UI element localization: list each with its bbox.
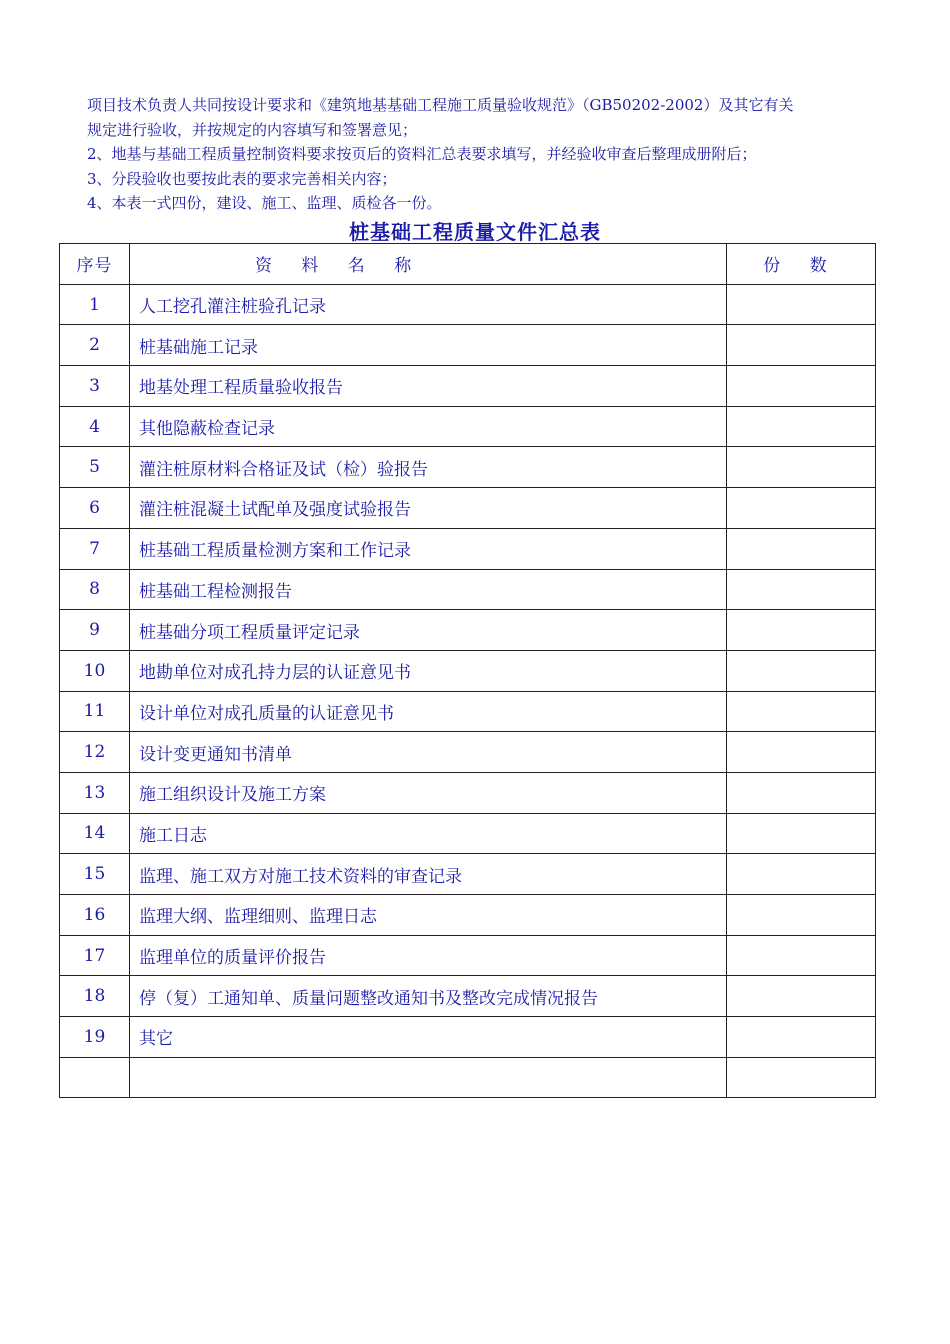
row-serial-number: 12 [60, 732, 130, 773]
table-row [60, 406, 876, 447]
row-copies [727, 325, 876, 366]
row-document-name: 地基处理工程质量验收报告 [130, 366, 727, 407]
row-copies [727, 366, 876, 407]
table-row [60, 854, 876, 895]
row-serial-number: 3 [60, 366, 130, 407]
table-header-row [60, 244, 876, 285]
table-row [60, 691, 876, 732]
table-row [60, 935, 876, 976]
table-row [60, 366, 876, 407]
note-line: 规定进行验收，并按规定的内容填写和签署意见； [87, 120, 418, 139]
header-document-name-label: 资 料 名 称 [255, 256, 424, 277]
document-title: 桩基础工程质量文件汇总表 [349, 220, 601, 244]
row-copies [727, 610, 876, 651]
row-serial-number: 14 [60, 813, 130, 854]
row-document-name: 停（复）工通知单、质量问题整改通知书及整改完成情况报告 [130, 976, 727, 1017]
table-row [60, 325, 876, 366]
row-serial-number: 9 [60, 610, 130, 651]
table-row [60, 813, 876, 854]
row-document-name: 人工挖孔灌注桩验孔记录 [130, 284, 727, 325]
row-copies [727, 528, 876, 569]
row-serial-number: 6 [60, 488, 130, 529]
document-summary-table [59, 243, 876, 1098]
row-document-name: 桩基础分项工程质量评定记录 [130, 610, 727, 651]
table-row [60, 1017, 876, 1058]
row-copies [727, 691, 876, 732]
row-copies [727, 406, 876, 447]
row-serial-number: 18 [60, 976, 130, 1017]
row-serial-number: 10 [60, 650, 130, 691]
row-copies [727, 284, 876, 325]
row-copies [727, 772, 876, 813]
row-document-name: 设计变更通知书清单 [130, 732, 727, 773]
table-row [60, 488, 876, 529]
table-row [60, 895, 876, 936]
row-copies [727, 732, 876, 773]
row-copies [727, 935, 876, 976]
row-serial-number: 7 [60, 528, 130, 569]
row-document-name [130, 1057, 727, 1098]
note-line: 4、本表一式四份，建设、施工、监理、质检各一份。 [87, 194, 442, 212]
row-serial-number: 15 [60, 854, 130, 895]
row-copies [727, 976, 876, 1017]
instruction-notes [87, 93, 877, 216]
row-serial-number: 13 [60, 772, 130, 813]
table-row [60, 976, 876, 1017]
row-serial-number: 5 [60, 447, 130, 488]
table-row [60, 732, 876, 773]
row-copies [727, 854, 876, 895]
row-document-name: 监理单位的质量评价报告 [130, 935, 727, 976]
table-body [60, 284, 876, 1098]
table-row [60, 528, 876, 569]
row-serial-number: 17 [60, 935, 130, 976]
row-copies [727, 569, 876, 610]
row-document-name: 其它 [130, 1017, 727, 1058]
table-row [60, 284, 876, 325]
table-row [60, 569, 876, 610]
row-document-name: 监理、施工双方对施工技术资料的审查记录 [130, 854, 727, 895]
row-serial-number: 4 [60, 406, 130, 447]
row-document-name: 桩基础工程检测报告 [130, 569, 727, 610]
row-document-name: 灌注桩混凝土试配单及强度试验报告 [130, 488, 727, 529]
header-document-name [130, 244, 727, 285]
table-row [60, 610, 876, 651]
table-row [60, 772, 876, 813]
row-copies [727, 488, 876, 529]
row-serial-number: 16 [60, 895, 130, 936]
row-document-name: 地勘单位对成孔持力层的认证意见书 [130, 650, 727, 691]
row-serial-number: 2 [60, 325, 130, 366]
table-row [60, 1057, 876, 1098]
row-copies [727, 650, 876, 691]
row-document-name: 监理大纲、监理细则、监理日志 [130, 895, 727, 936]
row-document-name: 其他隐蔽检查记录 [130, 406, 727, 447]
row-serial-number: 8 [60, 569, 130, 610]
row-document-name: 桩基础施工记录 [130, 325, 727, 366]
note-line: 2、地基与基础工程质量控制资料要求按页后的资料汇总表要求填写，并经验收审查后整理成册附后； [87, 145, 757, 163]
header-copies [727, 244, 876, 285]
table-row [60, 447, 876, 488]
row-copies [727, 447, 876, 488]
row-copies [727, 1017, 876, 1058]
row-serial-number: 11 [60, 691, 130, 732]
row-document-name: 施工组织设计及施工方案 [130, 772, 727, 813]
row-document-name: 灌注桩原材料合格证及试（检）验报告 [130, 447, 727, 488]
row-document-name: 施工日志 [130, 813, 727, 854]
row-copies [727, 813, 876, 854]
note-line: 3、分段验收也要按此表的要求完善相关内容； [87, 169, 397, 188]
row-serial-number [60, 1057, 130, 1098]
header-copies-label: 份 数 [763, 256, 839, 277]
row-copies [727, 895, 876, 936]
row-copies [727, 1057, 876, 1098]
header-serial-number: 序号 [60, 244, 130, 285]
table-row [60, 650, 876, 691]
row-serial-number: 19 [60, 1017, 130, 1058]
row-document-name: 设计单位对成孔质量的认证意见书 [130, 691, 727, 732]
note-line: 项目技术负责人共同按设计要求和《建筑地基基础工程施工质量验收规范》（GB50202-2002）及其它有关 [87, 96, 794, 114]
row-serial-number: 1 [60, 284, 130, 325]
row-document-name: 桩基础工程质量检测方案和工作记录 [130, 528, 727, 569]
